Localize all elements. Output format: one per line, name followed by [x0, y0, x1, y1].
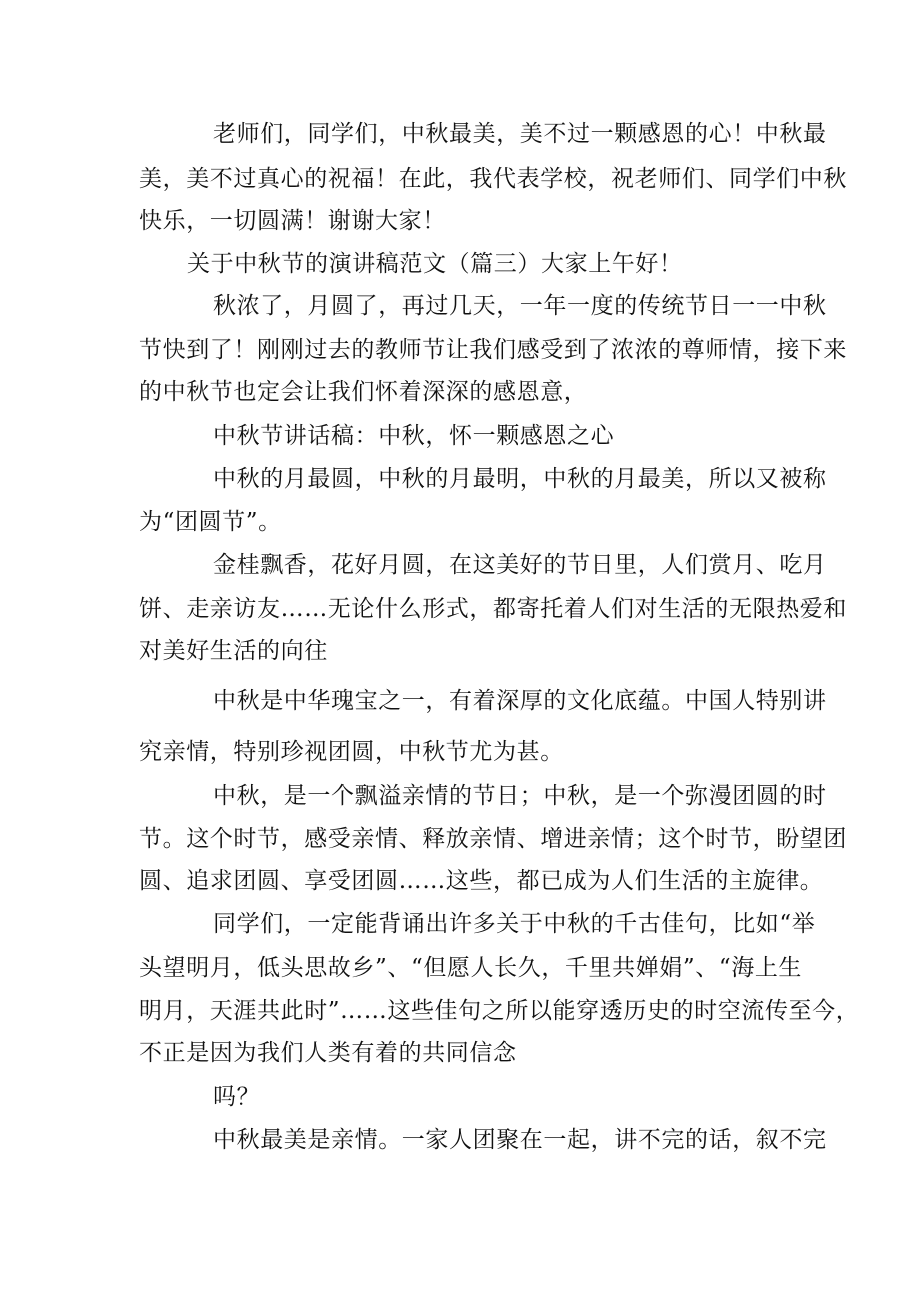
- text-line: 秋浓了，月圆了，再过几天，一年一度的传统节日一一中秋: [213, 293, 827, 319]
- text-line: 吗？: [213, 1084, 261, 1110]
- text-line: 饼、走亲访友……无论什么形式，都寄托着人们对生活的无限热爱和: [139, 596, 847, 622]
- text-line: 中秋的月最圆，中秋的月最明，中秋的月最美，所以又被称: [213, 466, 827, 492]
- text-line: 究亲情，特别珍视团圆，中秋节尤为甚。: [139, 739, 564, 765]
- text-line: 金桂飘香，花好月圆，在这美好的节日里，人们赏月、吃月: [213, 552, 827, 578]
- text-line: 节。这个时节，感受亲情、释放亲情、增进亲情；这个时节，盼望团: [139, 826, 847, 852]
- speech-title: 中秋节讲话稿：中秋，怀一颗感恩之心: [213, 423, 615, 449]
- text-line: 为“团圆节”。: [139, 509, 282, 535]
- text-line: 头望明月，低头思故乡”、“但愿人长久，千里共婵娟”、“海上生: [139, 955, 803, 981]
- text-line: 同学们，一定能背诵出许多关于中秋的千古佳句，比如“举: [213, 911, 816, 937]
- text-line: 节快到了！刚刚过去的教师节让我们感受到了浓浓的尊师情，接下来: [139, 337, 847, 363]
- text-line: 老师们，同学们，中秋最美，美不过一颗感恩的心！中秋最: [213, 121, 827, 147]
- text-line: 对美好生活的向往: [139, 638, 328, 664]
- text-line: 圆、追求团圆、享受团圆……这些，都已成为人们生活的主旋律。: [139, 868, 824, 894]
- text-line: 快乐，一切圆满！谢谢大家！: [139, 208, 446, 234]
- text-line: 中秋最美是亲情。一家人团聚在一起，讲不完的话，叙不完: [213, 1127, 827, 1153]
- text-line: 中秋是中华瑰宝之一，有着深厚的文化底蕴。中国人特别讲: [213, 688, 827, 714]
- text-line: 的中秋节也定会让我们怀着深深的感恩意，: [139, 379, 588, 405]
- text-line: 美，美不过真心的祝福！在此，我代表学校，祝老师们、同学们中秋: [139, 166, 847, 192]
- section-heading: 关于中秋节的演讲稿范文（篇三）大家上午好！: [187, 251, 683, 277]
- text-line: 不正是因为我们人类有着的共同信念: [139, 1040, 517, 1066]
- text-line: 中秋，是一个飘溢亲情的节日；中秋，是一个弥漫团圆的时: [213, 783, 827, 809]
- text-line: 明月，天涯共此时”……这些佳句之所以能穿透历史的时空流传至今，: [139, 998, 860, 1024]
